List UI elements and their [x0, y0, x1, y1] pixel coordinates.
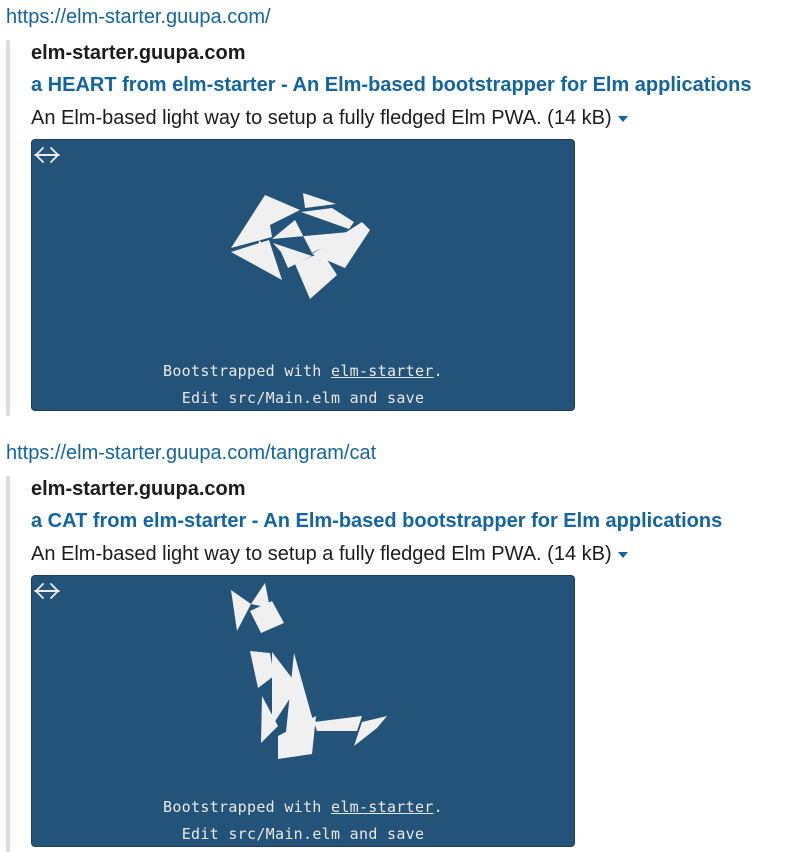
edit-code: src/Main.elm [228, 825, 341, 843]
edit-suffix: and save [340, 389, 425, 407]
caption-suffix: . [433, 798, 443, 816]
message-link[interactable]: https://elm-starter.guupa.com/tangram/cat [6, 442, 377, 464]
unfurl-preview-image[interactable] [31, 575, 575, 847]
unfurl-attachment-bar [6, 476, 10, 852]
unfurl-description [31, 541, 628, 567]
arrow-right-icon[interactable] [32, 140, 62, 170]
edit-prefix: Edit [181, 389, 229, 407]
elm-starter-link[interactable]: elm-starter [330, 362, 434, 380]
edit-suffix: and save [340, 825, 425, 843]
edit-prefix: Edit [181, 825, 229, 843]
link-unfurl [6, 476, 796, 852]
preview-caption [32, 798, 574, 816]
caret-down-icon[interactable] [618, 552, 628, 558]
preview-caption [32, 362, 574, 380]
caption-prefix: Bootstrapped with [163, 362, 331, 380]
unfurl-description-text: An Elm-based light way to setup a fully fledged Elm PWA. (14 kB) [31, 543, 612, 565]
unfurl-description [31, 105, 628, 131]
caret-down-icon[interactable] [618, 116, 628, 122]
unfurl-title-link[interactable]: a CAT from elm-starter - An Elm-based bootstrapper for Elm applications [31, 510, 723, 532]
caption-prefix: Bootstrapped with [163, 798, 331, 816]
unfurl-preview-image[interactable] [31, 139, 575, 411]
elm-starter-link[interactable]: elm-starter [330, 798, 434, 816]
unfurl-description-text: An Elm-based light way to setup a fully fledged Elm PWA. (14 kB) [31, 107, 612, 129]
message-link[interactable]: https://elm-starter.guupa.com/ [6, 6, 271, 28]
edit-code: src/Main.elm [228, 389, 341, 407]
unfurl-site-name: elm-starter.guupa.com [31, 42, 246, 64]
unfurl-attachment-bar [6, 40, 10, 416]
arrow-right-icon[interactable] [32, 576, 62, 606]
caption-suffix: . [433, 362, 443, 380]
unfurl-title-link[interactable]: a HEART from elm-starter - An Elm-based bootstrapper for Elm applications [31, 74, 752, 96]
preview-edit-hint [32, 825, 574, 843]
link-unfurl [6, 40, 796, 416]
preview-edit-hint [32, 389, 574, 407]
unfurl-site-name: elm-starter.guupa.com [31, 478, 246, 500]
